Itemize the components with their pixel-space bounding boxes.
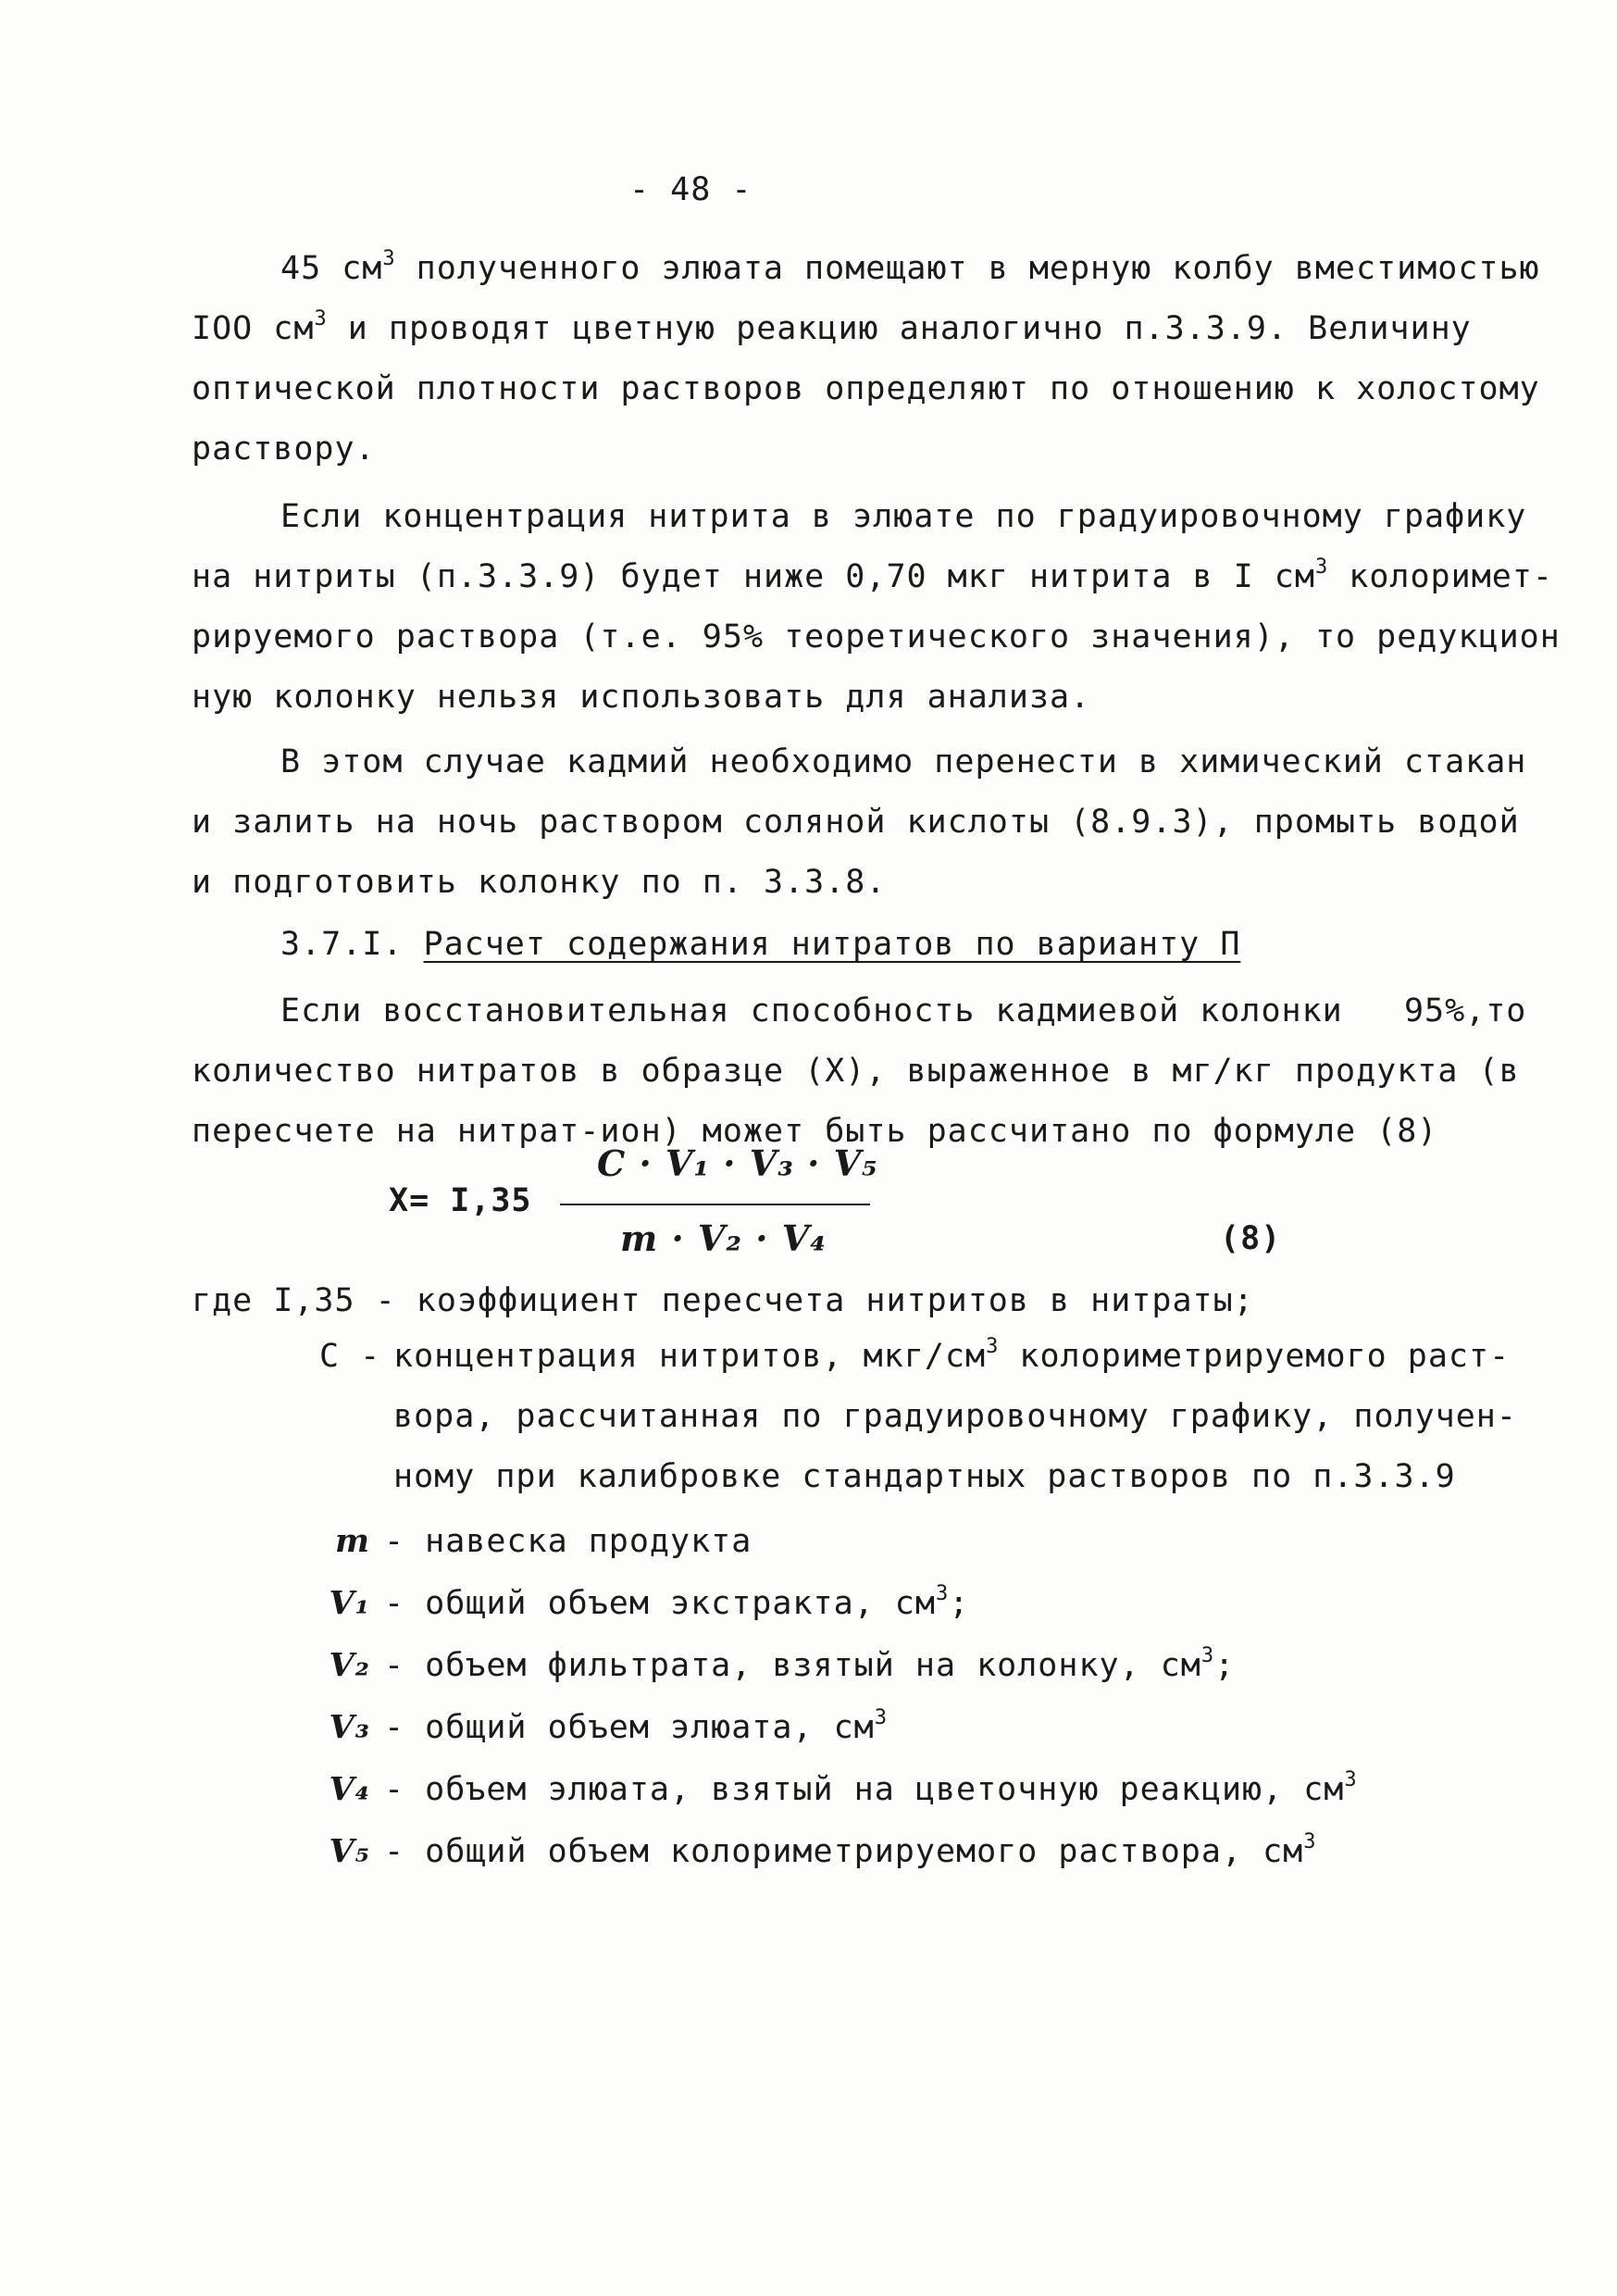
- text: ;: [1214, 1647, 1236, 1684]
- text: концентрация нитритов, мкг/см: [393, 1338, 987, 1375]
- superscript: 3: [1344, 1768, 1358, 1791]
- superscript: 3: [986, 1335, 1000, 1358]
- text: - общий объем колориметрируемого раствора, см: [384, 1833, 1304, 1870]
- where-c-line1: [393, 1335, 1511, 1375]
- var-symbol: V₂: [329, 1646, 370, 1684]
- fraction-bar: [560, 1204, 870, 1205]
- superscript: 3: [1200, 1644, 1215, 1667]
- para2-line3: рируемого раствора (т.е. 95% теоретического значения), то редукцион: [192, 618, 1561, 655]
- var-symbol: V₃: [329, 1708, 370, 1746]
- text: - общий объем экстракта, см: [384, 1585, 936, 1622]
- formula-numerator: C · V₁ · V₃ · V₅: [597, 1142, 878, 1184]
- text: ;: [949, 1585, 970, 1622]
- var-symbol: V₁: [329, 1584, 370, 1622]
- text: - навеска продукта: [384, 1523, 753, 1560]
- para1-line2: [192, 307, 1472, 347]
- text: полученного элюата помещают в мерную колбу вместимостью: [395, 250, 1540, 287]
- text: колориметрируемого раст-: [999, 1338, 1511, 1375]
- text: на нитриты (п.3.3.9) будет ниже 0,70 мкг нитрита в I см: [192, 558, 1315, 595]
- formula-lhs: X= I,35: [389, 1182, 532, 1219]
- formula-number: (8): [1220, 1220, 1282, 1257]
- section-title: Расчет содержания нитратов по варианту П: [423, 926, 1241, 963]
- para2-line2: [192, 555, 1553, 595]
- para1-line3: оптической плотности растворов определяют по отношению к холостому: [192, 370, 1540, 407]
- para4-line2: количество нитратов в образце (X), выраженное в мг/кг продукта (в: [192, 1053, 1520, 1090]
- superscript: 3: [1314, 555, 1329, 579]
- para4-line3: пересчете на нитрат-ион) может быть рассчитано по формуле (8): [192, 1113, 1438, 1150]
- para2-line4: ную колонку нельзя использовать для анализа.: [192, 679, 1091, 716]
- section-heading: [280, 926, 1240, 963]
- where-c-line2: вора, рассчитанная по градуировочному графику, получен-: [393, 1398, 1517, 1435]
- superscript: 3: [382, 247, 396, 270]
- where-intro: [192, 1282, 1254, 1319]
- text: 45 см: [280, 250, 383, 287]
- text: Если восстановительная способность кадмиевой колонки: [280, 992, 1343, 1029]
- para3-line2: и залить на ночь раствором соляной кислоты (8.9.3), промыть водой: [192, 804, 1520, 841]
- text: - объем элюата, взятый на цветочную реакцию, см: [384, 1771, 1345, 1808]
- para3-line1: В этом случае кадмий необходимо перенести в химический стакан: [280, 743, 1527, 780]
- var-symbol: m: [334, 1522, 370, 1560]
- text: колоримет-: [1328, 558, 1553, 595]
- superscript: 3: [874, 1706, 888, 1729]
- text: 95%,то: [1403, 992, 1527, 1029]
- superscript: 3: [314, 307, 328, 331]
- where-c-line3: ному при калибровке стандартных растворов по п.3.3.9: [393, 1458, 1456, 1495]
- para3-line3: и подготовить колонку по п. 3.3.8.: [192, 864, 887, 901]
- text: где I,35 -: [192, 1282, 396, 1319]
- text: коэффициент пересчета нитритов в нитраты;: [416, 1282, 1254, 1319]
- text: - общий объем элюата, см: [384, 1709, 875, 1746]
- where-c-var: С -: [319, 1338, 381, 1375]
- text: и проводят цветную реакцию аналогично п.3.3.9. Величину: [327, 310, 1472, 347]
- var-symbol: V₅: [329, 1832, 370, 1870]
- para4-line1: [280, 992, 1526, 1029]
- text: - объем фильтрата, взятый на колонку, см: [384, 1647, 1201, 1684]
- page-number: - 48 -: [629, 171, 753, 208]
- para1-line1: [280, 247, 1540, 287]
- var-symbol: V₄: [329, 1770, 370, 1808]
- superscript: 3: [1303, 1830, 1317, 1853]
- section-number: 3.7.I.: [280, 926, 404, 963]
- para2-line1: Если концентрация нитрита в элюате по градуировочному графику: [280, 498, 1527, 535]
- para1-line4: раствору.: [192, 430, 376, 468]
- text: IOO см: [192, 310, 315, 347]
- superscript: 3: [935, 1582, 950, 1605]
- formula-denominator: m · V₂ · V₄: [620, 1217, 827, 1259]
- var-item: [0, 1830, 1317, 1981]
